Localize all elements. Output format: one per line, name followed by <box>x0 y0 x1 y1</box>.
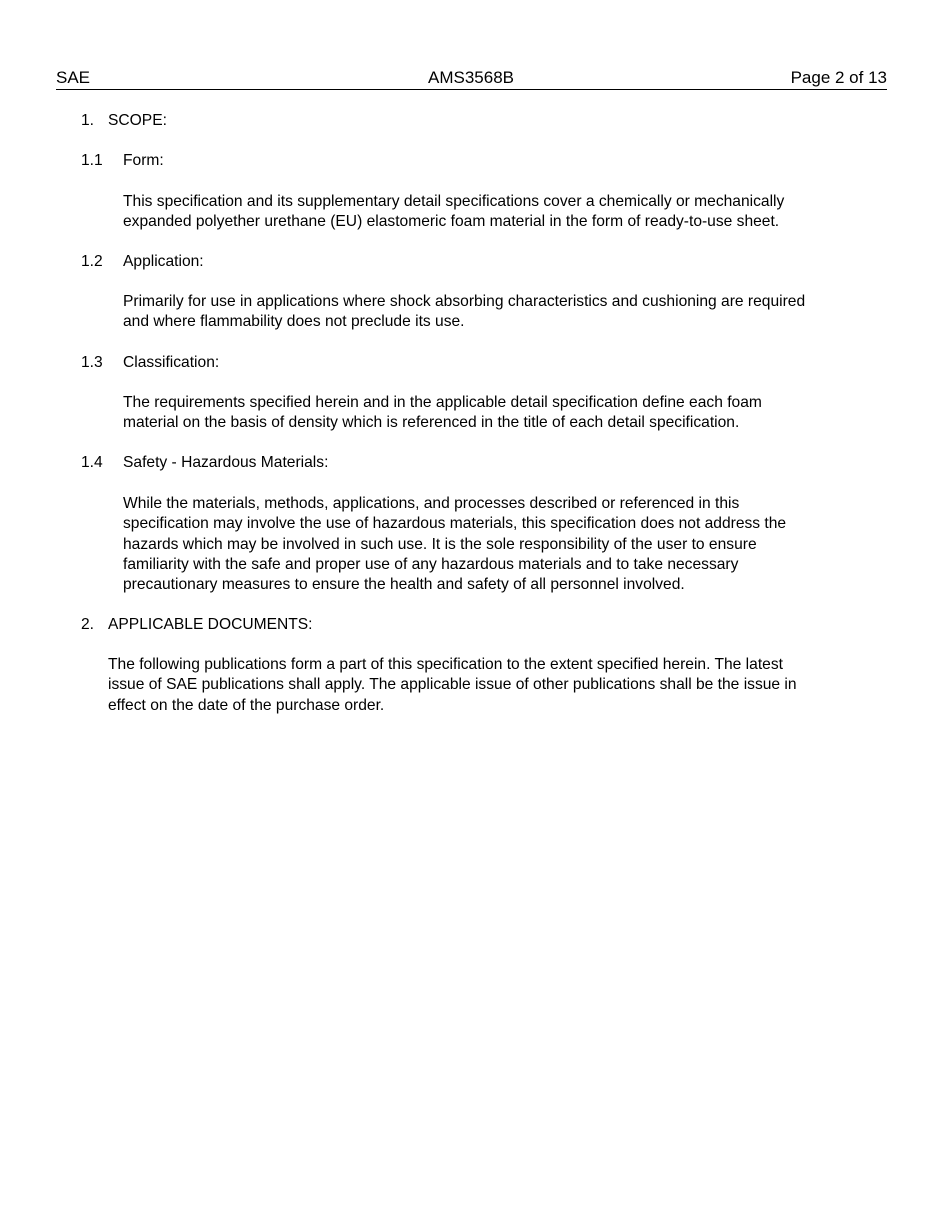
header-page-number: Page 2 of 13 <box>790 68 887 87</box>
section-1-2-number: 1.2 <box>81 253 103 270</box>
section-2-title: APPLICABLE DOCUMENTS: <box>108 616 313 633</box>
section-1-3-title: Classification: <box>123 354 220 371</box>
section-1-3-paragraph <box>123 393 762 434</box>
section-1-title: SCOPE: <box>108 112 167 129</box>
header-document-id: AMS3568B <box>428 68 514 87</box>
paragraph-line: specification may involve the use of hazardous materials, this specification does not address the <box>123 515 787 533</box>
paragraph-line: This specification and its supplementary detail specifications cover a chemically or mechanically <box>123 193 785 210</box>
page-header <box>56 67 887 90</box>
paragraph-line: expanded polyether urethane (EU) elastomeric foam material in the form of ready-to-use sheet. <box>123 213 780 231</box>
section-1-1-paragraph <box>123 192 784 233</box>
section-1-number: 1. <box>81 112 95 129</box>
paragraph-line: hazards which may be involved in such use. It is the sole responsibility of the user to ensure <box>123 535 757 553</box>
section-1-4-paragraph <box>123 494 786 595</box>
header-organization: SAE <box>56 68 91 87</box>
paragraph-line: Primarily for use in applications where shock absorbing characteristics and cushioning are required <box>123 293 806 310</box>
paragraph-line: effect on the date of the purchase order. <box>108 696 385 714</box>
section-1-1-number: 1.1 <box>81 152 103 169</box>
section-2-number: 2. <box>81 616 95 633</box>
paragraph-line: The following publications form a part of this specification to the extent specified herein. The latest <box>108 656 783 673</box>
section-1-1-title: Form: <box>123 152 164 169</box>
paragraph-line: material on the basis of density which is referenced in the title of each detail specification. <box>123 414 740 432</box>
section-1-2-title: Application: <box>123 253 204 270</box>
paragraph-line: issue of SAE publications shall apply. The applicable issue of other publications shall be the issue in <box>108 676 797 694</box>
section-1-4-number: 1.4 <box>81 454 103 471</box>
paragraph-line: The requirements specified herein and in the applicable detail specification define each foam <box>123 394 762 411</box>
section-2-paragraph <box>108 655 797 716</box>
paragraph-line: precautionary measures to ensure the health and safety of all personnel involved. <box>123 576 685 594</box>
section-1-2-paragraph <box>123 292 805 333</box>
section-1-4-title: Safety - Hazardous Materials: <box>123 454 329 471</box>
section-1-3-number: 1.3 <box>81 354 103 371</box>
paragraph-line: and where flammability does not preclude its use. <box>123 313 465 331</box>
paragraph-line: familiarity with the safe and proper use of any hazardous materials and to take necessary <box>123 555 739 573</box>
paragraph-line: While the materials, methods, applications, and processes described or referenced in this <box>123 495 740 512</box>
